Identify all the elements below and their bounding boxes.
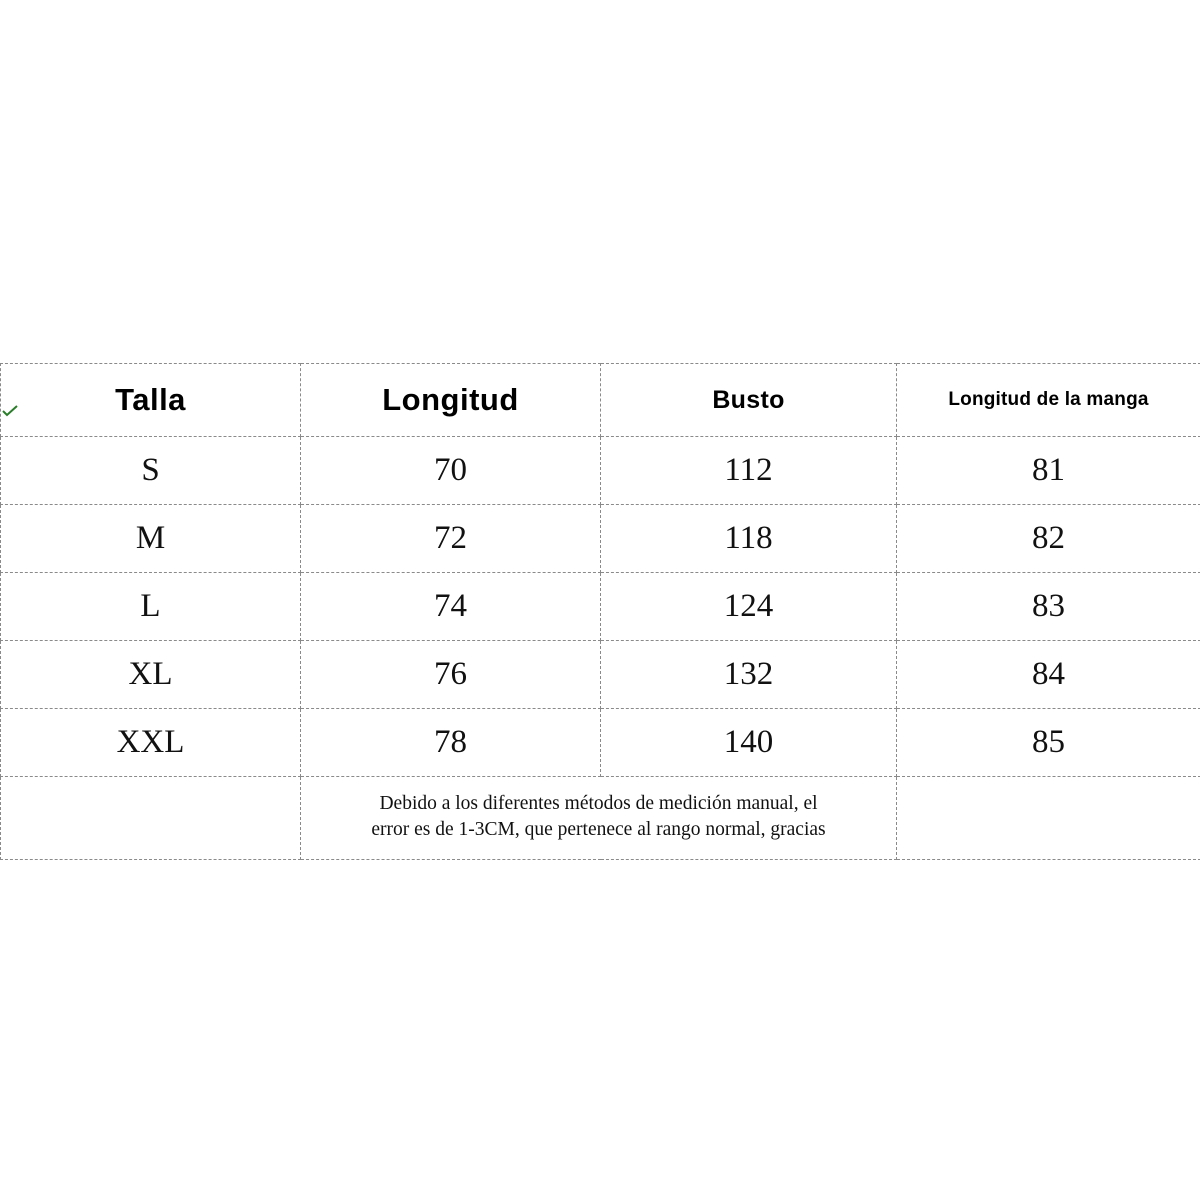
table-header — [1, 364, 1200, 437]
measurement-note-line-1: Debido a los diferentes métodos de medición manual, el — [379, 792, 818, 814]
table-row — [1, 573, 1200, 641]
cell-sleeve: 83 — [897, 573, 1200, 641]
table-header-row — [1, 364, 1200, 437]
column-header-sleeve: Longitud de la manga — [897, 364, 1200, 437]
cell-length: 76 — [301, 641, 601, 709]
cell-bust: 112 — [601, 437, 897, 505]
table-row — [1, 709, 1200, 777]
size-table-container — [0, 363, 1200, 860]
cell-sleeve: 81 — [897, 437, 1200, 505]
cell-bust: 132 — [601, 641, 897, 709]
cell-sleeve: 84 — [897, 641, 1200, 709]
column-header-bust: Busto — [601, 364, 897, 437]
measurement-note — [301, 777, 897, 860]
cell-size: L — [1, 573, 301, 641]
cell-size: M — [1, 505, 301, 573]
cell-size: S — [1, 437, 301, 505]
cell-length: 72 — [301, 505, 601, 573]
cell-size: XL — [1, 641, 301, 709]
cell-sleeve: 82 — [897, 505, 1200, 573]
note-spacer-right — [897, 777, 1200, 860]
table-row — [1, 505, 1200, 573]
cell-length: 70 — [301, 437, 601, 505]
table-body — [1, 437, 1200, 860]
cell-bust: 140 — [601, 709, 897, 777]
check-mark-icon — [2, 405, 18, 417]
measurement-note-row — [1, 777, 1200, 860]
cell-bust: 124 — [601, 573, 897, 641]
cell-size: XXL — [1, 709, 301, 777]
column-header-size: Talla — [1, 364, 301, 437]
column-header-length: Longitud — [301, 364, 601, 437]
cell-bust: 118 — [601, 505, 897, 573]
measurement-note-line-2: error es de 1-3CM, que pertenece al rango normal, gracias — [371, 819, 826, 840]
table-row — [1, 641, 1200, 709]
size-chart-table — [0, 363, 1200, 860]
cell-length: 74 — [301, 573, 601, 641]
cell-length: 78 — [301, 709, 601, 777]
cell-sleeve: 85 — [897, 709, 1200, 777]
note-spacer-left — [1, 777, 301, 860]
table-row — [1, 437, 1200, 505]
